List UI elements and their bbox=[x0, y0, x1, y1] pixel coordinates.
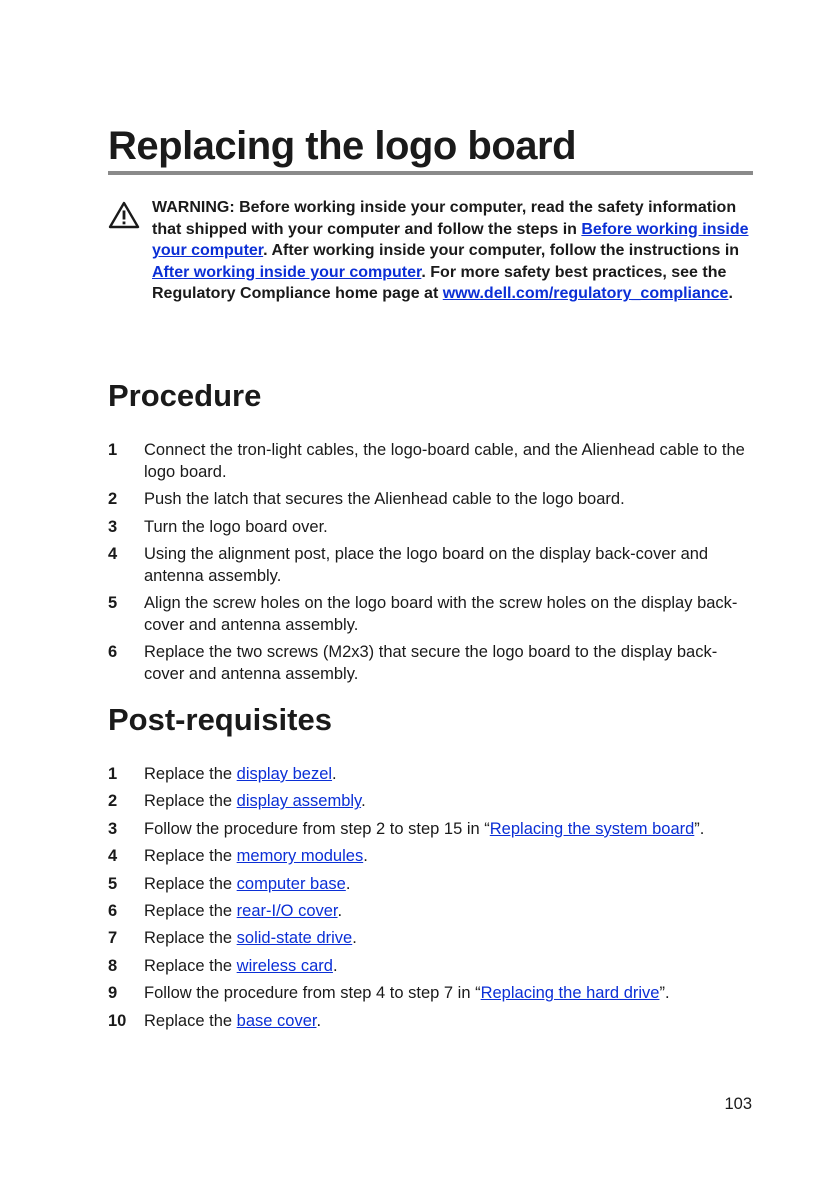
rear-io-cover-link[interactable]: rear-I/O cover bbox=[236, 901, 338, 920]
step-text: Turn the logo board over. bbox=[144, 517, 328, 536]
step-text: Replace the bbox=[144, 956, 237, 975]
warning-triangle-icon bbox=[108, 201, 140, 229]
warning-text-part: . bbox=[728, 285, 733, 303]
postrequisite-step bbox=[108, 1011, 753, 1033]
before-working-link[interactable]: Before working inside your computer bbox=[152, 220, 749, 260]
step-text-end: . bbox=[332, 765, 337, 783]
procedure-step bbox=[108, 642, 753, 685]
step-text: Follow the procedure from step 4 to step 7 in “ bbox=[144, 984, 481, 1003]
step-number: 1 bbox=[108, 765, 118, 783]
step-text: Follow the procedure from step 2 to step 15 in “ bbox=[144, 819, 490, 838]
step-text: Using the alignment post, place the logo board on the display back-cover and antenna assembly. bbox=[144, 545, 709, 585]
step-text-end: ”. bbox=[659, 984, 670, 1003]
step-number: 9 bbox=[108, 984, 118, 1003]
postrequisite-step bbox=[108, 819, 753, 841]
step-text: Replace the bbox=[144, 792, 237, 811]
step-text: Replace the bbox=[144, 847, 237, 866]
postrequisite-step bbox=[108, 956, 753, 978]
warning-text-part: WARNING: Before working inside your computer, read the safety information that shipped with your computer and follow the steps in bbox=[152, 199, 737, 238]
step-text: Replace the bbox=[144, 929, 237, 948]
base-cover-link[interactable]: base cover bbox=[236, 1011, 317, 1030]
computer-base-link[interactable]: computer base bbox=[236, 874, 346, 893]
postrequisite-step bbox=[108, 791, 753, 813]
step-number: 8 bbox=[108, 956, 118, 975]
postrequisites-steps bbox=[108, 764, 753, 1038]
postrequisite-step bbox=[108, 764, 753, 786]
step-text: Replace the bbox=[144, 901, 237, 920]
postrequisite-step bbox=[108, 983, 753, 1005]
warning-text bbox=[152, 197, 752, 305]
step-text-end: . bbox=[363, 847, 368, 866]
step-text: Replace the two screws (M2x3) that secure the logo board to the display back-cover and antenna assembly. bbox=[144, 643, 718, 683]
step-number: 6 bbox=[108, 643, 118, 661]
postrequisite-step bbox=[108, 874, 753, 896]
step-text-end: . bbox=[352, 929, 357, 948]
solid-state-drive-link[interactable]: solid-state drive bbox=[236, 929, 353, 948]
postrequisites-heading: Post-requisites bbox=[108, 702, 332, 737]
step-text: Align the screw holes on the logo board with the screw holes on the display back-cover and antenna assembly. bbox=[144, 594, 738, 634]
step-number: 1 bbox=[108, 441, 118, 459]
page-number: 103 bbox=[724, 1095, 752, 1113]
step-number: 2 bbox=[108, 792, 118, 811]
step-number: 2 bbox=[108, 490, 118, 508]
step-text-end: . bbox=[361, 792, 366, 811]
replacing-hard-drive-link[interactable]: Replacing the hard drive bbox=[480, 984, 660, 1003]
step-number: 5 bbox=[108, 874, 118, 893]
step-text: Connect the tron-light cables, the logo-board cable, and the Alienhead cable to the logo board. bbox=[144, 441, 745, 481]
step-text: Push the latch that secures the Alienhead cable to the logo board. bbox=[144, 490, 625, 508]
step-number: 5 bbox=[108, 594, 118, 612]
procedure-step bbox=[108, 440, 753, 483]
step-text-end: . bbox=[332, 956, 338, 975]
postrequisite-step bbox=[108, 928, 753, 950]
step-text-end: . bbox=[316, 1011, 322, 1030]
step-number: 3 bbox=[108, 819, 118, 838]
step-text: Replace the bbox=[144, 874, 237, 893]
title-divider bbox=[108, 171, 753, 175]
step-number: 3 bbox=[108, 517, 118, 536]
step-text: Replace the bbox=[144, 1011, 237, 1030]
warning-text-part: . After working inside your computer, follow the instructions in bbox=[263, 242, 740, 260]
memory-modules-link[interactable]: memory modules bbox=[236, 847, 364, 866]
procedure-steps bbox=[108, 440, 753, 691]
regulatory-compliance-link[interactable]: www.dell.com/regulatory_compliance bbox=[442, 285, 729, 303]
page-title: Replacing the logo board bbox=[108, 124, 577, 168]
procedure-step bbox=[108, 517, 753, 539]
procedure-step bbox=[108, 489, 753, 511]
step-number: 7 bbox=[108, 929, 118, 948]
wireless-card-link[interactable]: wireless card bbox=[236, 956, 333, 975]
postrequisite-step bbox=[108, 846, 753, 868]
display-bezel-link[interactable]: display bezel bbox=[236, 765, 333, 783]
step-text-end: ”. bbox=[694, 819, 705, 838]
step-number: 10 bbox=[108, 1011, 127, 1030]
procedure-step bbox=[108, 544, 753, 587]
procedure-step bbox=[108, 593, 753, 636]
after-working-link[interactable]: After working inside your computer bbox=[152, 263, 422, 281]
step-text-end: . bbox=[337, 901, 343, 920]
step-number: 6 bbox=[108, 901, 118, 920]
step-text: Replace the bbox=[144, 765, 237, 783]
step-number: 4 bbox=[108, 545, 118, 563]
step-number: 4 bbox=[108, 847, 118, 866]
postrequisite-step bbox=[108, 901, 753, 923]
procedure-heading: Procedure bbox=[108, 378, 262, 413]
step-text-end: . bbox=[345, 874, 351, 893]
warning-text-part: . For more safety best practices, see the Regulatory Compliance home page at bbox=[152, 263, 727, 303]
display-assembly-link[interactable]: display assembly bbox=[236, 792, 362, 811]
replacing-system-board-link[interactable]: Replacing the system board bbox=[489, 819, 695, 838]
